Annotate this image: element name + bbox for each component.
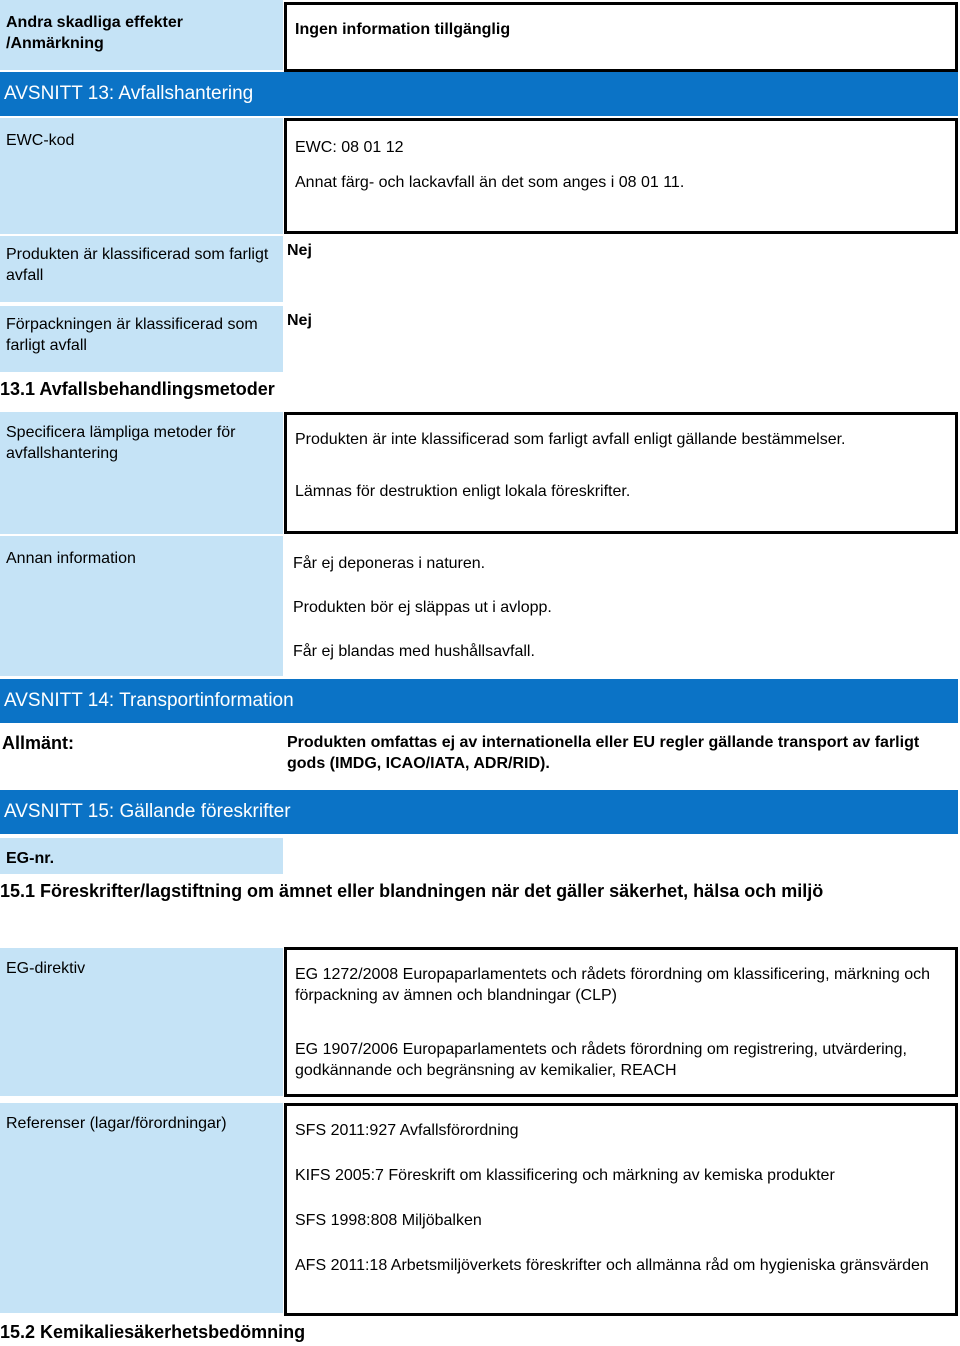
annan-item: Får ej deponeras i naturen. xyxy=(293,555,486,572)
andra-effekter-label: Andra skadliga effekter /Anmärkning xyxy=(0,0,283,70)
referens-item: SFS 2011:927 Avfallsförordning xyxy=(295,1122,519,1139)
referenser-label: Referenser (lagar/förordningar) xyxy=(0,1103,283,1313)
annan-info-label: Annan information xyxy=(0,536,283,676)
allmant-label: Allmänt: xyxy=(2,733,74,753)
referenser-value-box xyxy=(284,1103,958,1316)
annan-item: Produkten bör ej släppas ut i avlopp. xyxy=(293,599,552,616)
referens-item: SFS 1998:808 Miljöbalken xyxy=(295,1212,482,1229)
referens-item: AFS 2011:18 Arbetsmiljöverkets föreskrifter och allmänna råd om hygieniska gränsvärden xyxy=(295,1257,929,1274)
forp-klass-value: Nej xyxy=(287,312,312,329)
egdirektiv-label: EG-direktiv xyxy=(0,948,283,1096)
metoder-value-box xyxy=(284,412,958,534)
egdirektiv-item: EG 1272/2008 Europaparlamentets och rådets förordning om klassificering, märkning och förpackning av ämnen och blandningar (CLP) xyxy=(295,966,931,1004)
section15-title: AVSNITT 15: Gällande föreskrifter xyxy=(4,801,291,822)
annan-item: Får ej blandas med hushållsavfall. xyxy=(293,643,535,660)
metoder-label: Specificera lämpliga metoder för avfallshantering xyxy=(0,412,283,534)
ewc-description: Annat färg- och lackavfall än det som anges i 08 01 11. xyxy=(295,174,685,191)
ewc-code: EWC: 08 01 12 xyxy=(295,139,404,156)
referens-item: KIFS 2005:7 Föreskrift om klassificering och märkning av kemiska produkter xyxy=(295,1167,835,1184)
section14-header xyxy=(0,679,958,723)
ewc-value-box xyxy=(284,118,958,234)
allmant-value: Produkten omfattas ej av internationella eller EU regler gällande transport av farligt gods (IMDG, ICAO/IATA, ADR/RID). xyxy=(287,734,920,772)
prod-klass-label: Produkten är klassificerad som farligt avfall xyxy=(0,236,283,302)
section13-title: AVSNITT 13: Avfallshantering xyxy=(4,83,254,104)
forp-klass-label: Förpackningen är klassificerad som farligt avfall xyxy=(0,306,283,372)
subheading-13-1: 13.1 Avfallsbehandlingsmetoder xyxy=(0,379,275,399)
egdirektiv-item: EG 1907/2006 Europaparlamentets och rådets förordning om registrering, utvärdering, godkännande och begränsning av kemikalier, REACH xyxy=(295,1041,907,1079)
subheading-15-2: 15.2 Kemikaliesäkerhetsbedömning xyxy=(0,1322,306,1342)
egnr-label: EG-nr. xyxy=(0,838,283,874)
annan-info-list xyxy=(293,553,552,663)
subheading-15-1: 15.1 Föreskrifter/lagstiftning om ämnet eller blandningen när det gäller säkerhet, hälsa och miljö xyxy=(0,881,824,901)
section14-title: AVSNITT 14: Transportinformation xyxy=(4,690,294,711)
prod-klass-value: Nej xyxy=(287,242,312,259)
section15-header xyxy=(0,790,958,834)
ewc-label: EWC-kod xyxy=(0,118,283,234)
metoder-value: Produkten är inte klassificerad som farligt avfall enligt gällande bestämmelser. xyxy=(295,431,846,448)
section13-header xyxy=(0,72,958,116)
annan-item: Lämnas för destruktion enligt lokala föreskrifter. xyxy=(295,483,631,500)
andra-effekter-value: Ingen information tillgänglig xyxy=(284,2,958,72)
egdirektiv-value-box xyxy=(284,947,958,1097)
